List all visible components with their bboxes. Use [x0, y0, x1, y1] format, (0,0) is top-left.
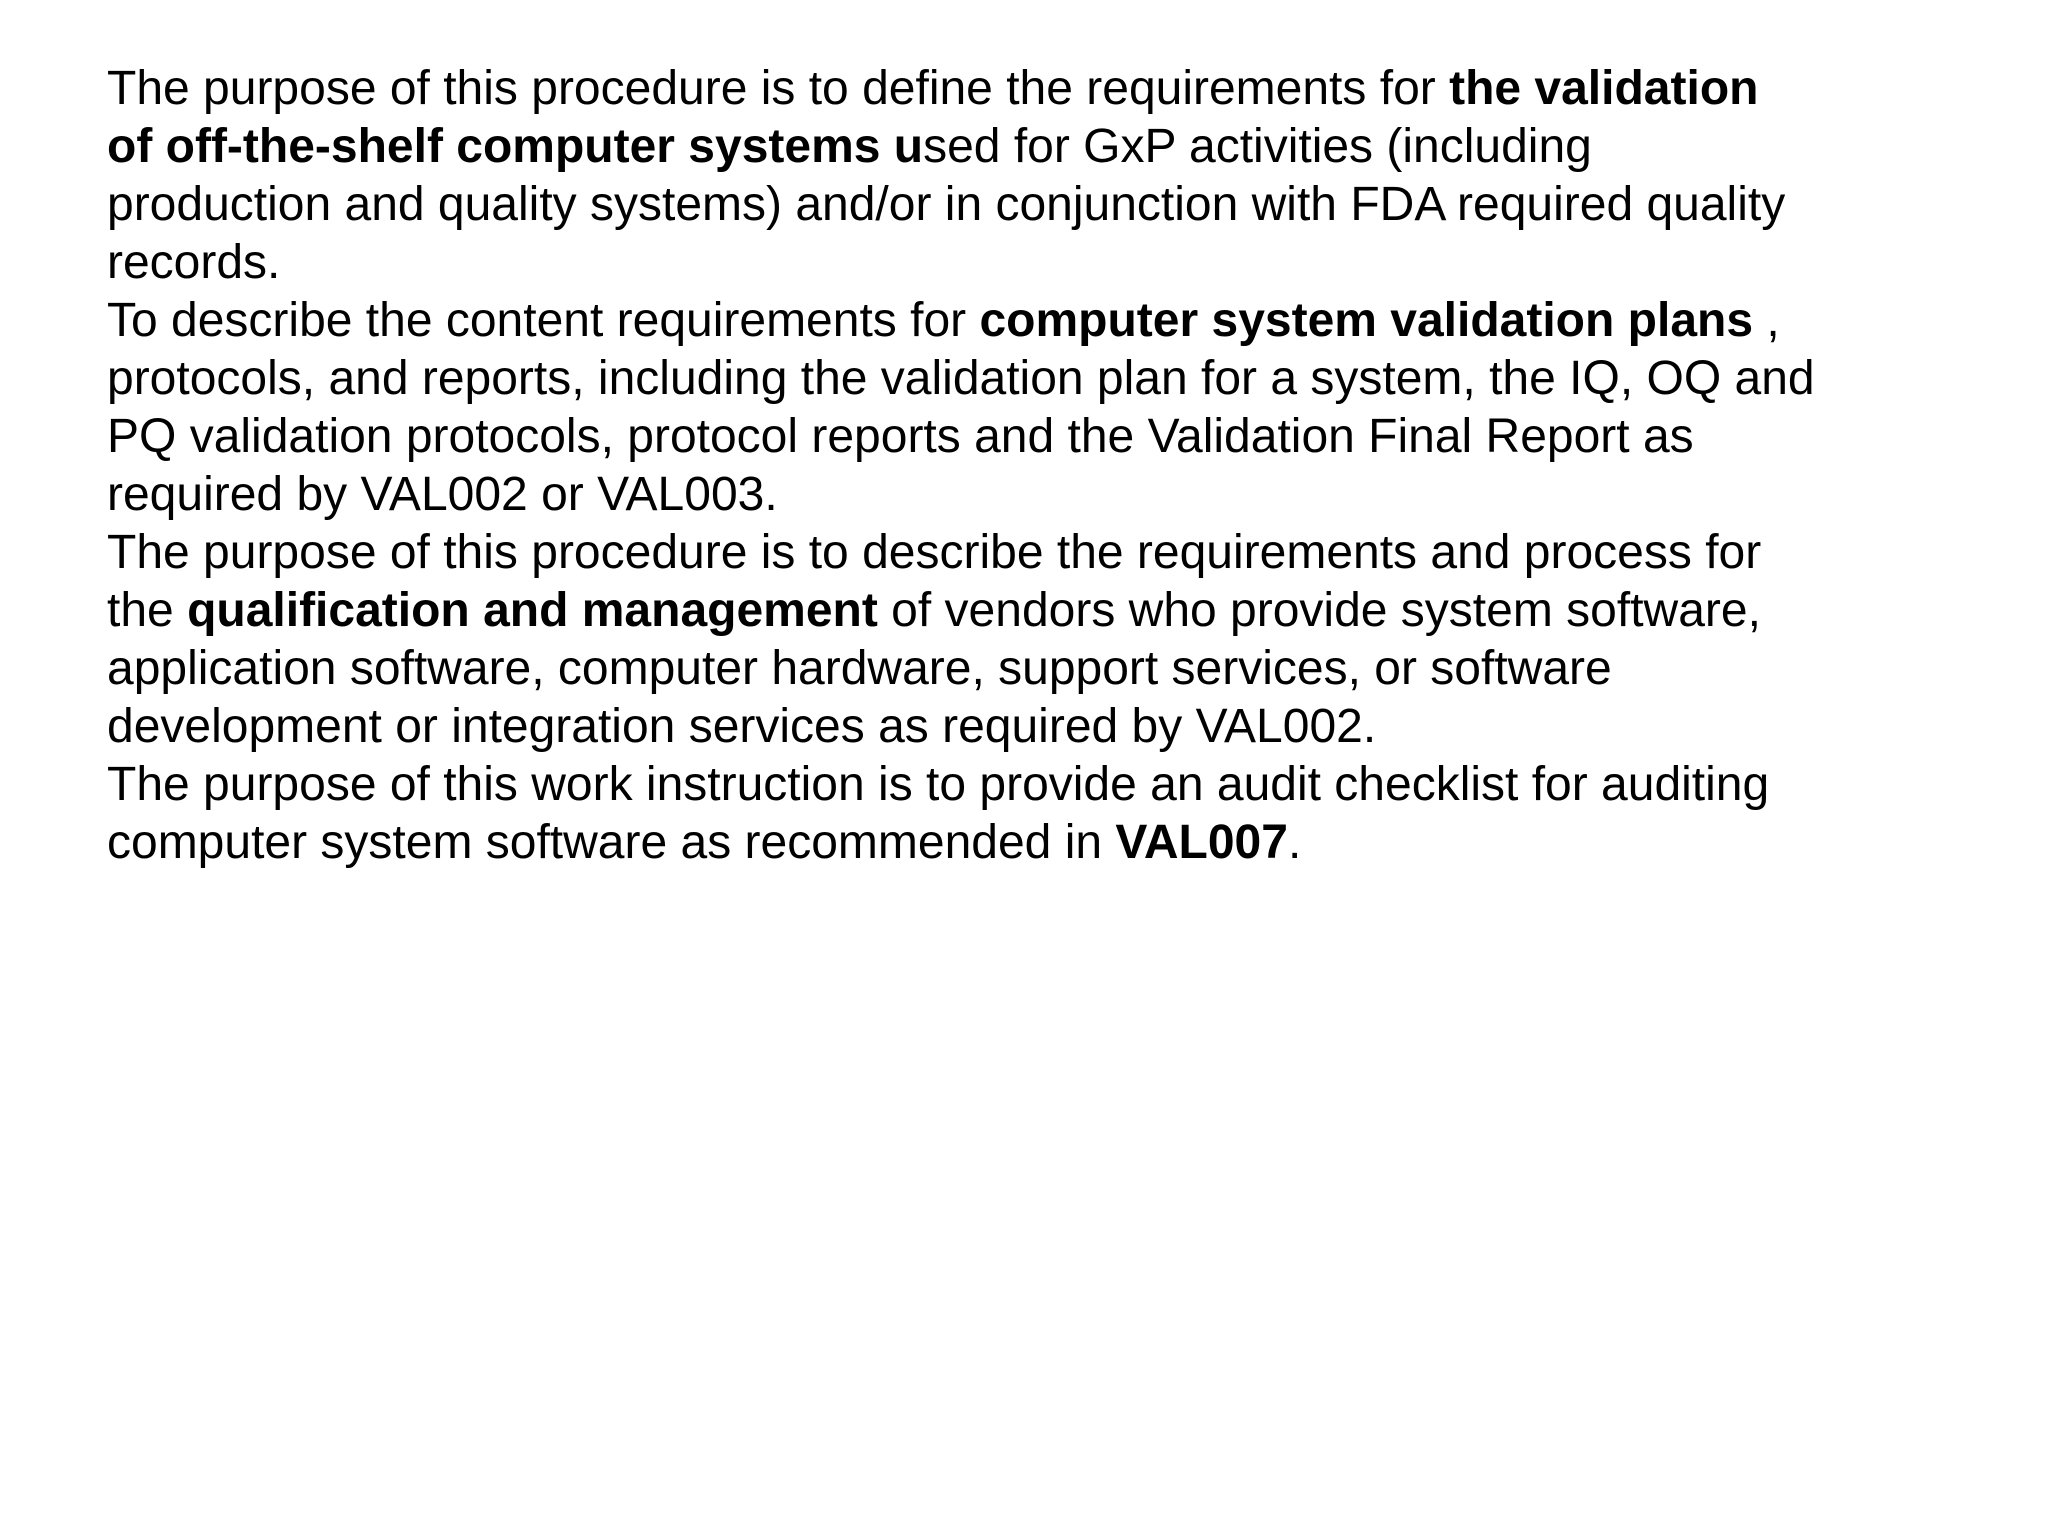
paragraph-2 [107, 292, 2007, 524]
body-text: production and quality systems) and/or in conjunction with FDA required quality [107, 178, 1786, 231]
body-text: The purpose of this procedure is to describe the requirements and process for [107, 526, 1762, 579]
body-text: The purpose of this procedure is to define the requirements for [107, 62, 1450, 115]
text-line [107, 292, 2007, 350]
text-line [107, 118, 2007, 176]
text-line [107, 350, 2007, 408]
paragraph-4 [107, 756, 2007, 872]
bold-text: VAL007 [1115, 816, 1288, 869]
body-text: sed for GxP activities (including [923, 120, 1592, 173]
text-line [107, 234, 2007, 292]
text-line [107, 176, 2007, 234]
body-text: records. [107, 236, 281, 289]
bold-text: computer system validation plans [979, 294, 1754, 347]
body-text: of vendors who provide system software, [877, 584, 1761, 637]
body-text: PQ validation protocols, protocol reports and the Validation Final Report as [107, 410, 1694, 463]
body-text: The purpose of this work instruction is to provide an audit checklist for auditing [107, 758, 1770, 811]
text-line [107, 408, 2007, 466]
bold-text: qualification and management [187, 584, 878, 637]
text-line [107, 756, 2007, 814]
body-text: protocols, and reports, including the validation plan for a system, the IQ, OQ and [107, 352, 1815, 405]
body-text: computer system software as recommended in [107, 816, 1116, 869]
body-text: . [1287, 816, 1302, 869]
body-text: , [1753, 294, 1780, 347]
bold-text: of off-the-shelf computer systems u [107, 120, 924, 173]
document-body [107, 60, 2007, 872]
body-text: development or integration services as required by VAL002. [107, 700, 1377, 753]
text-line [107, 814, 2007, 872]
text-line [107, 524, 2007, 582]
body-text: the [107, 584, 188, 637]
text-line [107, 698, 2007, 756]
text-line [107, 640, 2007, 698]
body-text: application software, computer hardware, support services, or software [107, 642, 1612, 695]
body-text: required by VAL002 or VAL003. [107, 468, 778, 521]
body-text: To describe the content requirements for [107, 294, 980, 347]
paragraph-3 [107, 524, 2007, 756]
bold-text: the validation [1449, 62, 1759, 115]
text-line [107, 60, 2007, 118]
paragraph-1 [107, 60, 2007, 292]
text-line [107, 582, 2007, 640]
text-line [107, 466, 2007, 524]
